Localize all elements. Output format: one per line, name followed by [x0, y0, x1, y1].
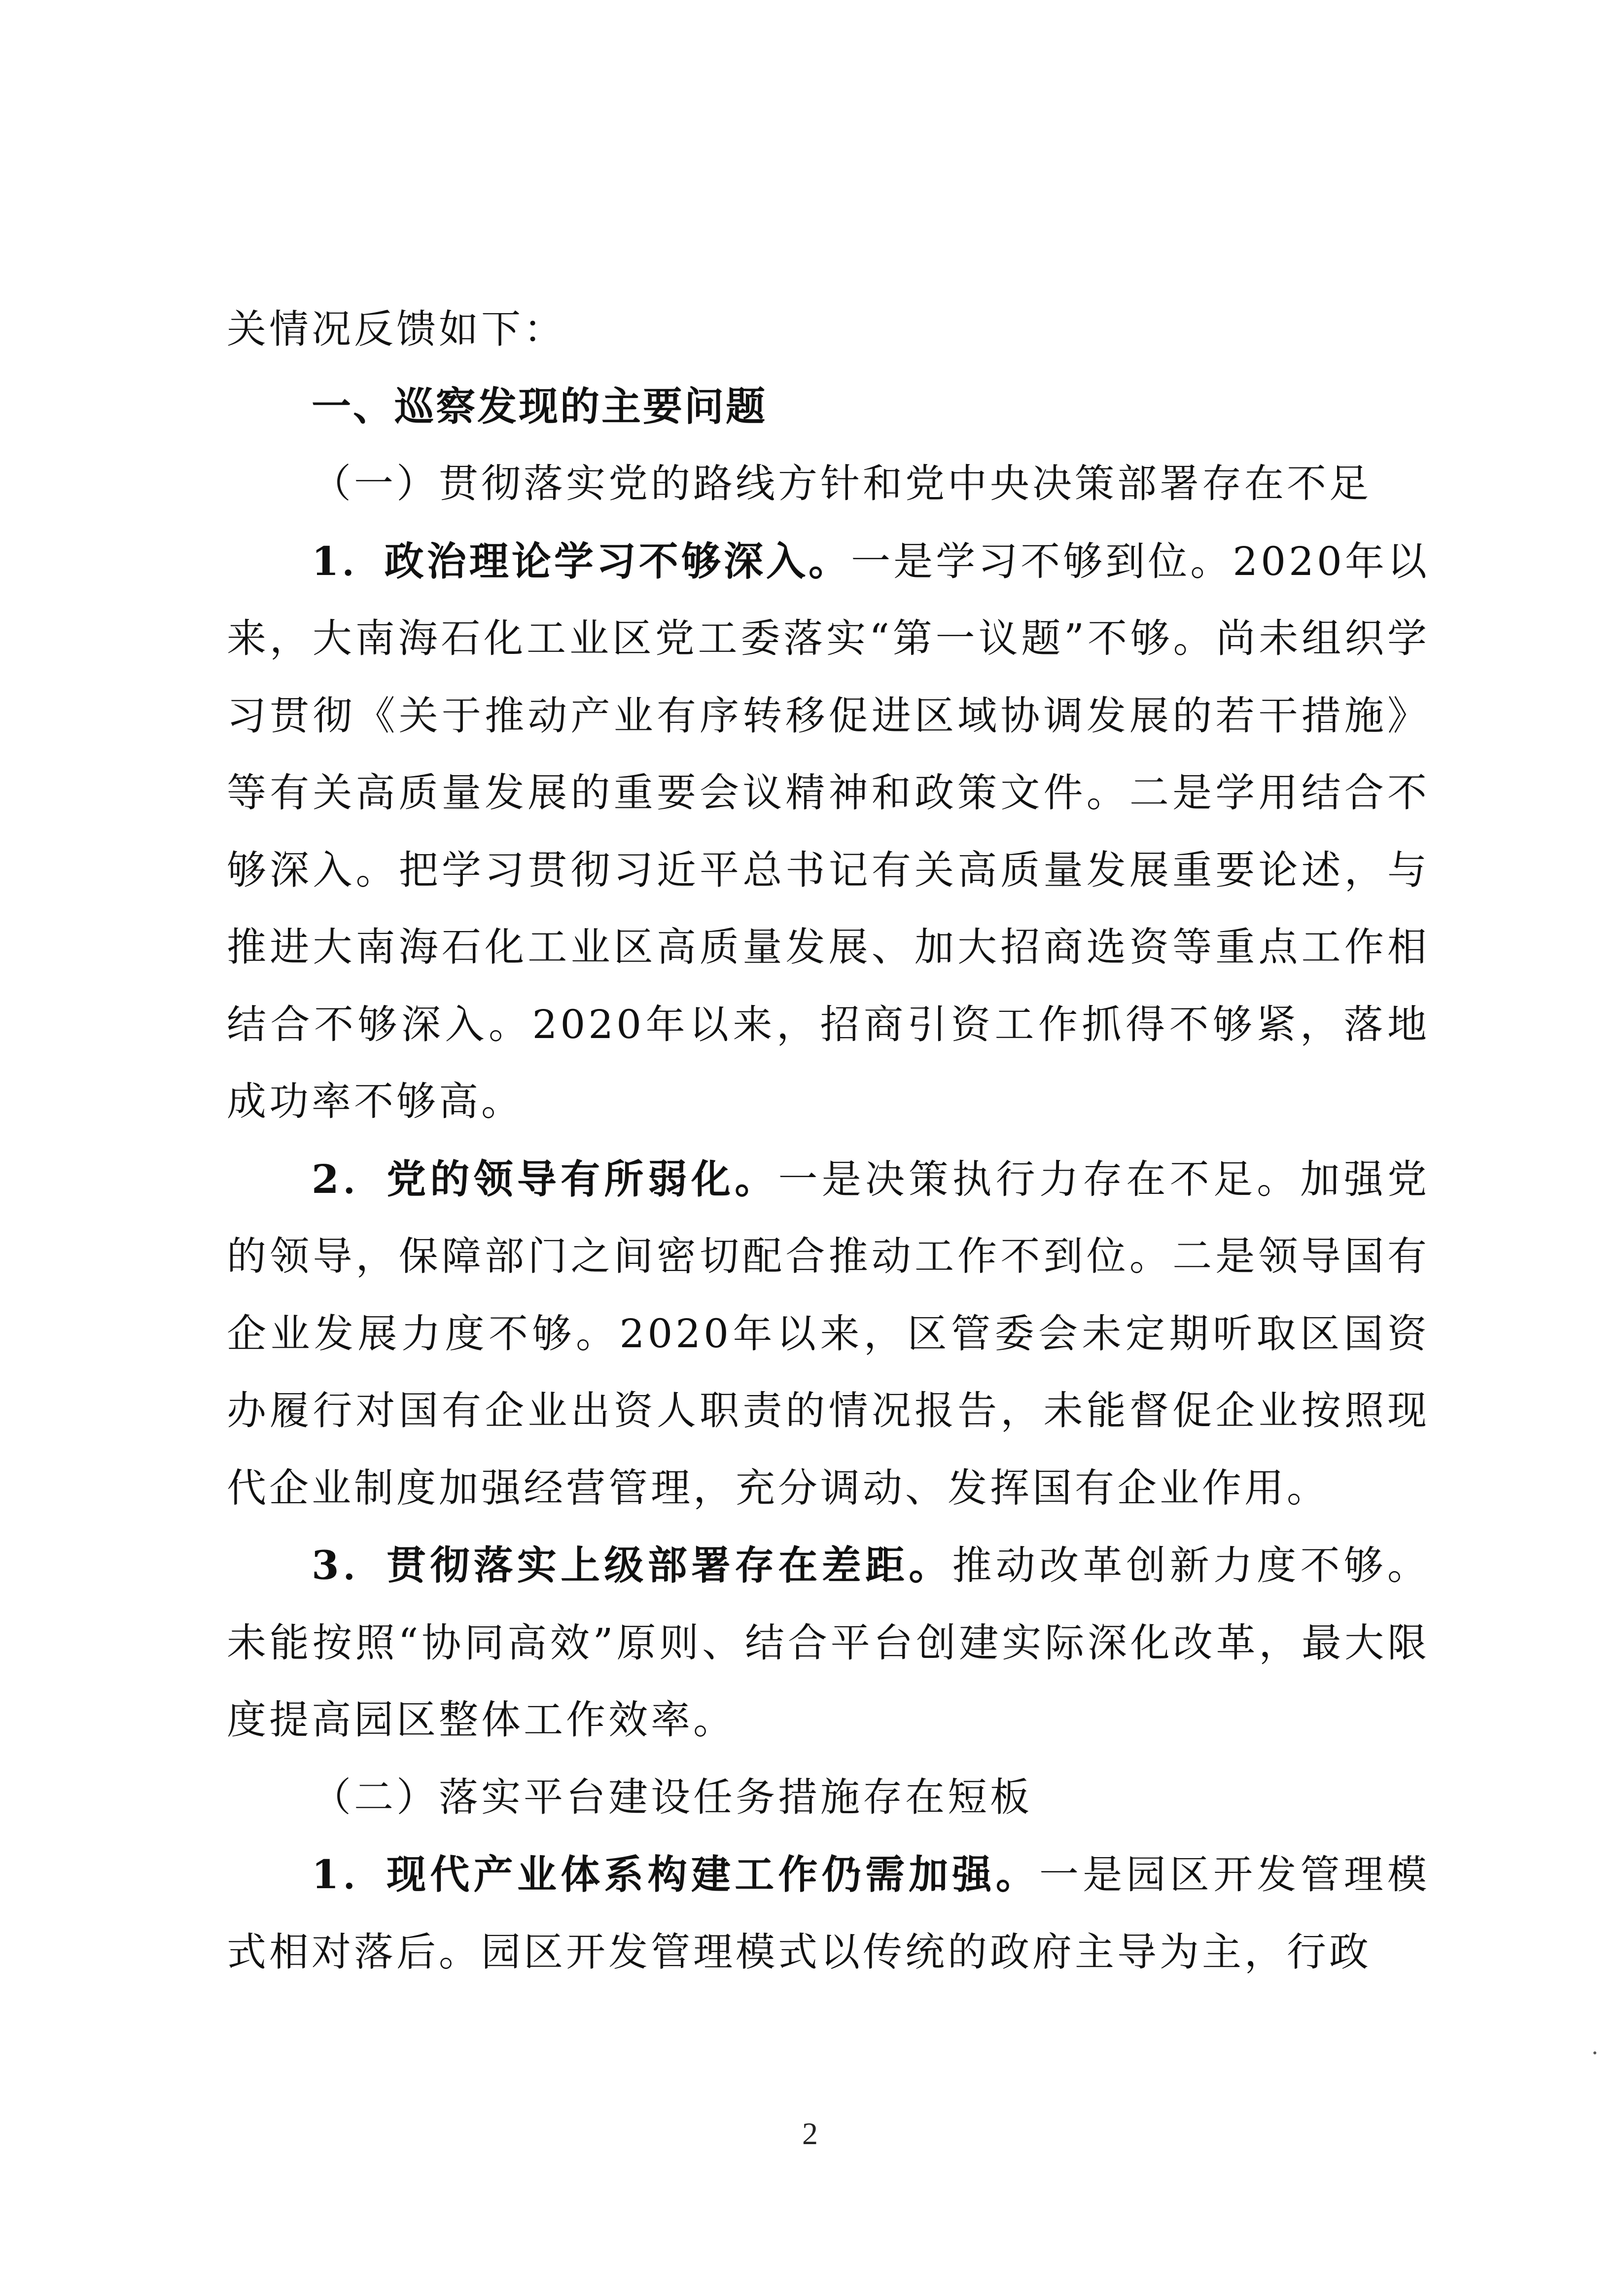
document-body [227, 291, 1430, 1991]
page-number: 2 [802, 2116, 818, 2151]
list-item [227, 1141, 1430, 1527]
item-body: 一是学习不够到位。2020年以来，大南海石化工业区党工委落实“第一议题”不够。尚未组织学习贯彻《关于推动产业有序转移促进区域协调发展的若干措施》等有关高质量发展的重要会议精神和政策文件。二是学用结合不够深入。把学习贯彻习近平总书记有关高质量发展重要论述，与推进大南海石化工业区高质量发展、加大招商选资等重点工作相结合不够深入。2020年以来，招商引资工作抓得不够紧，落地成功率不够高。 [227, 538, 1430, 1124]
subsection-heading-2: （二）落实平台建设任务措施存在短板 [312, 1774, 1032, 1820]
list-item [227, 523, 1430, 1141]
list-item [227, 1527, 1430, 1759]
item-body: 一是园区开发管理模式相对落后。园区开发管理模式以传统的政府主导为主，行政 [227, 1852, 1430, 1975]
continuation-paragraph: 关情况反馈如下： [227, 306, 566, 352]
item-body: 一是决策执行力存在不足。加强党的领导，保障部门之间密切配合推动工作不到位。二是领导国有企业发展力度不够。2020年以来，区管委会未定期听取区国资办履行对国有企业出资人职责的情况报告，未能督促企业按照现代企业制度加强经营管理，充分调动、发挥国有企业作用。 [227, 1156, 1430, 1511]
section-heading: 一、巡察发现的主要问题 [312, 383, 767, 430]
item-lead: 1．政治理论学习不够深入。 [312, 538, 851, 584]
list-item [227, 1836, 1430, 1991]
subsection-heading-1: （一）贯彻落实党的路线方针和党中央决策部署存在不足 [312, 461, 1372, 506]
item-lead: 1．现代产业体系构建工作仍需加强。 [312, 1851, 1039, 1898]
item-lead: 2．党的领导有所弱化。 [312, 1155, 778, 1202]
item-body: 推动改革创新力度不够。未能按照“协同高效”原则、结合平台创建实际深化改革，最大限度提高园区整体工作效率。 [227, 1543, 1430, 1743]
item-lead: 3．贯彻落实上级部署存在差距。 [312, 1542, 952, 1588]
scan-speck [1593, 2051, 1596, 2054]
